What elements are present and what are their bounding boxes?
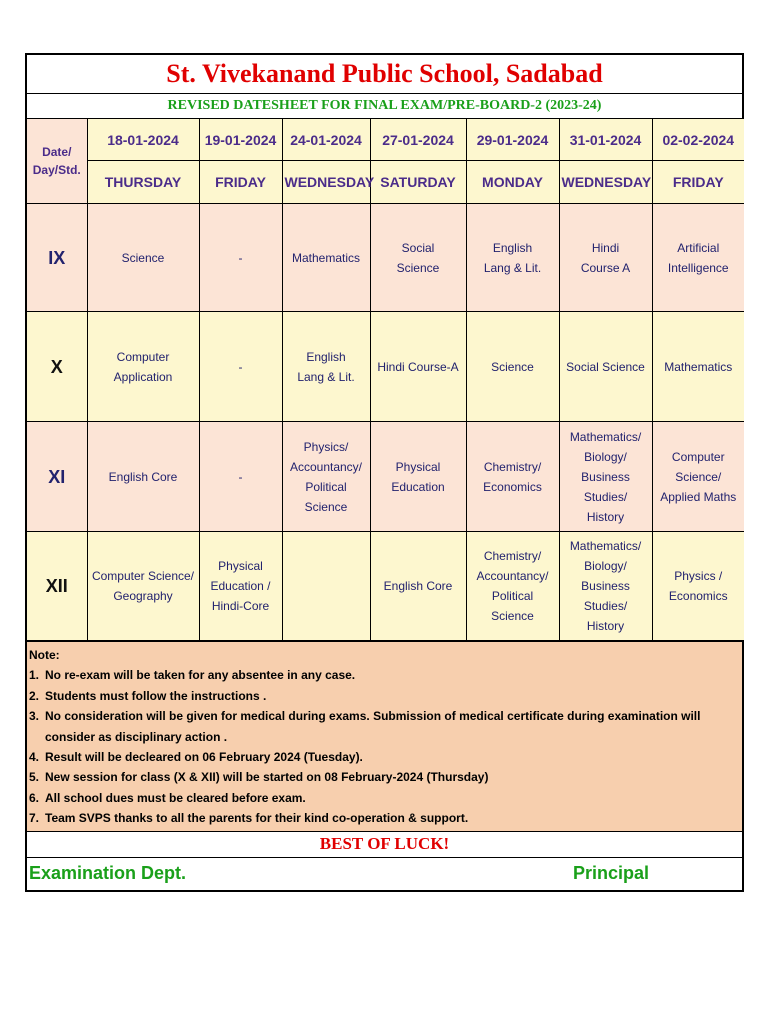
note-number: 1. [29,668,40,683]
subject-cell [466,312,559,422]
day-cell: FRIDAY [652,161,744,204]
notes-list [29,665,738,828]
subject-cell [87,312,199,422]
note-item [29,665,738,685]
subject-cell [87,422,199,532]
subject-line: Hindi [591,240,620,255]
class-row [27,204,744,312]
subject-cell [199,204,282,312]
subject-line: Mathematics [291,250,361,265]
subject-line: Mathematics/ [569,429,642,444]
note-item [29,706,738,747]
subject-line: Science [304,499,348,514]
subject-line: Computer Science/ [671,449,725,484]
subject-line: Computer Science/ [91,569,195,583]
date-cell: 18-01-2024 [87,119,199,161]
subject-cell [199,532,282,641]
subject-line: Lang & Lit. [297,369,355,384]
subject-line: Accountancy/ [289,459,363,474]
corner-label-line: Date/ [42,145,72,159]
subject-line: Social [401,240,435,255]
subject-line: English [306,349,346,364]
subject-line: Applied Maths [660,489,737,504]
note-item [29,767,738,787]
class-label: XII [27,532,87,641]
subject-cell [559,532,652,641]
date-cell: 27-01-2024 [370,119,466,161]
subject-line: Artificial [677,240,720,255]
subject-line: Business Studies/ [581,469,630,504]
note-item [29,747,738,767]
subject-line: Physics / [674,569,723,583]
exam-schedule-table [27,119,744,641]
note-text: Team SVPS thanks to all the parents for their kind co-operation & support. [45,811,469,826]
subject-cell [466,204,559,312]
note-number: 4. [29,750,40,765]
note-number: 5. [29,770,40,785]
date-cell: 02-02-2024 [652,119,744,161]
corner-label [27,119,87,204]
subject-cell [559,312,652,422]
subject-line: Accountancy/ [476,569,549,583]
subject-line: Social Science [566,359,645,374]
subject-line: Science [491,609,534,623]
best-of-luck: BEST OF LUCK! [27,831,742,857]
day-cell: THURSDAY [87,161,199,204]
note-text: Result will be decleared on 06 February 2024 (Tuesday). [45,750,363,765]
subject-line: Mathematics [664,359,733,374]
subject-cell [559,204,652,312]
note-number: 2. [29,688,40,703]
subject-line: English Core [383,579,453,593]
subject-cell [282,532,370,641]
note-text: Students must follow the instructions . [45,688,267,703]
subject-line: Hindi Course-A [377,359,459,374]
notes-heading: Note: [29,648,60,662]
subject-cell [199,312,282,422]
subject-cell [652,204,744,312]
note-text: No consideration will be given for medical during exams. Submission of medical certificate during examination will consider as disciplinary action . [45,709,701,744]
subject-line: Political [305,479,347,494]
subject-line: Mathematics/ [569,539,642,553]
subject-cell [87,204,199,312]
datesheet-subtitle: REVISED DATESHEET FOR FINAL EXAM/PRE-BOARD-2 (2023-24) [27,94,742,119]
subject-line: History [586,619,625,633]
note-item [29,686,738,706]
note-text: All school dues must be cleared before exam. [45,790,306,805]
day-cell: WEDNESDAY [282,161,370,204]
subject-cell [282,204,370,312]
date-cell: 29-01-2024 [466,119,559,161]
note-number: 6. [29,790,40,805]
subject-line: Physical [218,559,263,573]
subject-line: Science [491,359,534,374]
note-number: 7. [29,811,40,826]
subject-line: Political [491,589,534,603]
subject-line: Computer Application [113,349,173,384]
subject-cell [652,532,744,641]
day-cell: WEDNESDAY [559,161,652,204]
subject-line: Science [121,250,165,265]
datesheet [25,53,744,892]
subject-cell [282,312,370,422]
subject-cell [466,422,559,532]
subject-cell [466,532,559,641]
day-cell: MONDAY [466,161,559,204]
subject-cell [87,532,199,641]
note-number: 3. [29,709,40,724]
subject-line: Hindi-Core [211,599,270,613]
subject-cell [652,312,744,422]
subject-line: Economics [483,479,542,494]
subject-line: Course A [580,260,631,275]
class-row [27,422,744,532]
subject-line: Biology/ [584,559,627,573]
day-header-row [27,161,744,204]
subject-line: Lang & Lit. [483,260,542,275]
date-header-row [27,119,744,161]
subject-line: Biology/ [584,449,627,464]
signature-row [27,857,742,890]
note-item [29,808,738,828]
note-text: No re-exam will be taken for any absentee in any case. [45,668,356,683]
note-item [29,788,738,808]
subject-cell [370,204,466,312]
class-row [27,532,744,641]
subject-line: English [492,240,533,255]
subject-line: Chemistry/ [483,549,542,563]
subject-cell [370,312,466,422]
subject-cell [559,422,652,532]
class-row [27,312,744,422]
subject-line: Science [396,260,440,275]
subject-cell [370,422,466,532]
date-cell: 24-01-2024 [282,119,370,161]
subject-cell [370,532,466,641]
subject-line: - [238,469,243,484]
subject-line: - [238,250,243,265]
subject-line: Physical Education [391,459,445,494]
subject-line: Education / [210,579,271,593]
class-label: X [27,312,87,422]
subject-line: Business Studies/ [581,579,630,613]
subject-cell [652,422,744,532]
principal-signature: Principal [573,862,650,883]
subject-cell [282,422,370,532]
school-name: St. Vivekanand Public School, Sadabad [27,55,742,94]
corner-label-line: Day/Std. [32,163,81,177]
subject-line: Economics [668,589,728,603]
subject-line: Physics/ [303,439,349,454]
subject-line: English Core [108,469,178,484]
class-label: IX [27,204,87,312]
day-cell: SATURDAY [370,161,466,204]
subject-line: Intelligence [667,260,729,275]
subject-line: Geography [113,589,173,603]
subject-cell [199,422,282,532]
note-text: New session for class (X & XII) will be started on 08 February-2024 (Thursday) [45,770,489,785]
subject-line: - [238,359,243,374]
subject-line: History [586,509,625,524]
date-cell: 19-01-2024 [199,119,282,161]
class-label: XI [27,422,87,532]
notes-section [27,641,742,831]
examination-dept-signature: Examination Dept. [29,862,187,883]
subject-line: Chemistry/ [483,459,542,474]
day-cell: FRIDAY [199,161,282,204]
date-cell: 31-01-2024 [559,119,652,161]
